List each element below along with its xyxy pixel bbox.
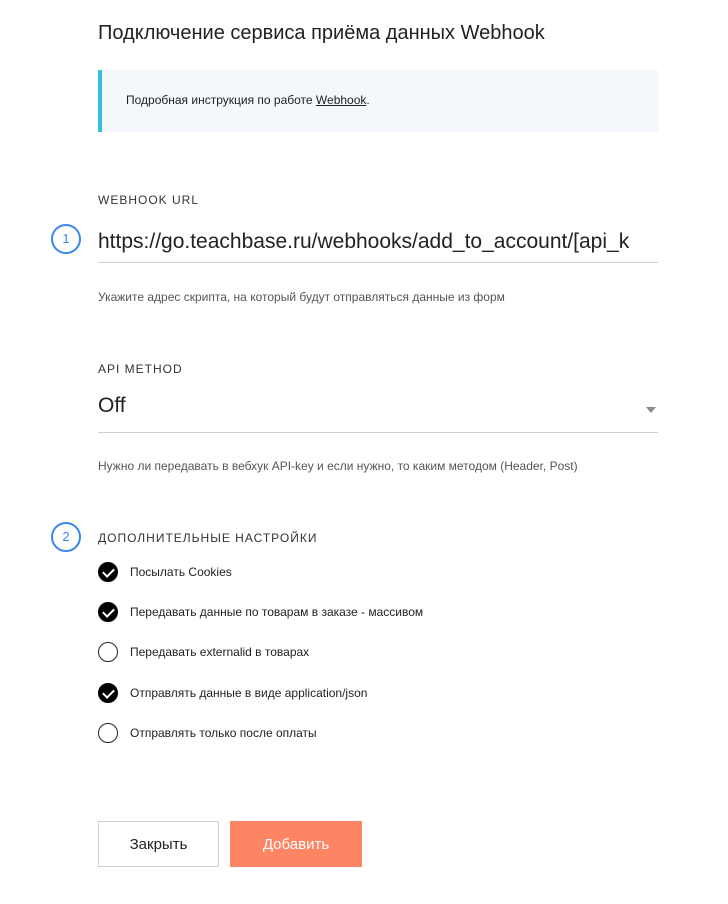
option-label: Посылать Cookies bbox=[130, 565, 232, 579]
webhook-url-input[interactable] bbox=[98, 222, 658, 263]
webhook-url-hint: Укажите адрес скрипта, на который будут отправляться данные из форм bbox=[98, 290, 505, 304]
extra-settings-label: ДОПОЛНИТЕЛЬНЫЕ НАСТРОЙКИ bbox=[98, 531, 318, 545]
instruction-notice bbox=[98, 70, 658, 132]
option-label: Отправлять данные в виде application/json bbox=[130, 686, 368, 700]
api-method-label: API METHOD bbox=[98, 362, 183, 376]
notice-suffix: . bbox=[366, 93, 370, 107]
notice-text bbox=[126, 93, 370, 107]
api-method-value: Off bbox=[98, 394, 126, 417]
notice-accent-bar bbox=[98, 70, 102, 132]
webhook-help-link[interactable]: Webhook bbox=[315, 93, 367, 107]
api-method-select[interactable] bbox=[98, 390, 658, 433]
add-button[interactable]: Добавить bbox=[230, 821, 362, 867]
close-button[interactable]: Закрыть bbox=[98, 821, 219, 867]
step-1-badge: 1 bbox=[51, 224, 81, 254]
option-label: Отправлять только после оплаты bbox=[130, 726, 317, 740]
dialog-title: Подключение сервиса приёма данных Webhook bbox=[98, 22, 545, 44]
checkbox-checked-icon[interactable] bbox=[98, 562, 118, 582]
checkbox-checked-icon[interactable] bbox=[98, 683, 118, 703]
checkbox-unchecked-icon[interactable] bbox=[98, 642, 118, 662]
checkbox-checked-icon[interactable] bbox=[98, 602, 118, 622]
notice-prefix: Подробная инструкция по работе bbox=[126, 93, 316, 107]
option-label: Передавать externalid в товарах bbox=[130, 645, 310, 659]
step-2-badge: 2 bbox=[51, 522, 81, 552]
webhook-url-label: WEBHOOK URL bbox=[98, 193, 200, 207]
chevron-down-icon bbox=[646, 407, 656, 413]
api-method-hint: Нужно ли передавать в вебхук API-key и если нужно, то каким методом (Header, Post) bbox=[98, 459, 578, 473]
option-label: Передавать данные по товарам в заказе - массивом bbox=[130, 605, 424, 619]
checkbox-unchecked-icon[interactable] bbox=[98, 723, 118, 743]
